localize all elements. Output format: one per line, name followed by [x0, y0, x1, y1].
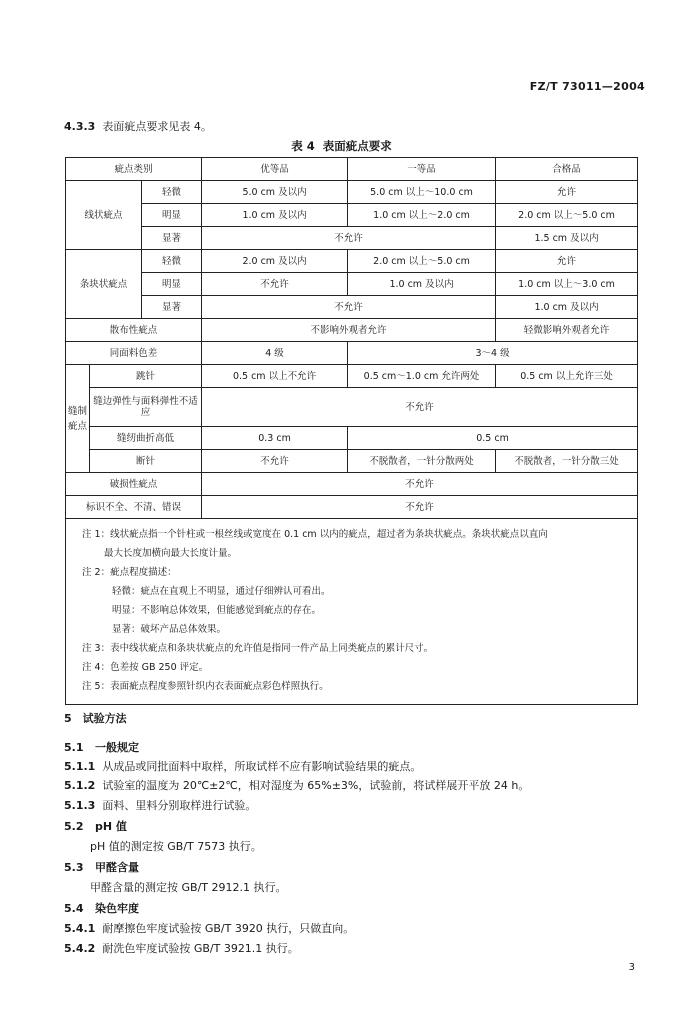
clause-5-2	[64, 818, 127, 834]
table-notes	[66, 519, 638, 705]
table-cell: 不允许	[202, 496, 638, 519]
table-cell: 允许	[496, 181, 638, 204]
clause-text: 表面疵点要求见表 4。	[102, 120, 212, 133]
block-defect-label: 条块状疵点	[66, 250, 142, 319]
table-cell: 1.0 cm 及以内	[348, 273, 496, 296]
clause-5-1	[64, 739, 139, 755]
note-2-obvious: 明显：不影响总体效果，但能感觉到疵点的存在。	[112, 605, 322, 616]
table-cell: 3～4 级	[348, 342, 638, 365]
table-row	[66, 250, 638, 273]
table-cell: 0.5 cm 以上允许三处	[496, 365, 638, 388]
clause-number: 5.3	[64, 861, 84, 874]
clause-5-3	[64, 859, 139, 875]
line-defect-label: 线状疵点	[66, 181, 142, 250]
table-cell: 不脱散者，一针分散三处	[496, 450, 638, 473]
page-number: 3	[628, 962, 635, 973]
table-row	[66, 450, 638, 473]
table-cell: 1.0 cm 及以内	[202, 204, 348, 227]
table-row	[66, 181, 638, 204]
clause-5-1-3	[64, 797, 256, 813]
table-cell: 0.5 cm～1.0 cm 允许两处	[348, 365, 496, 388]
clause-number: 5.1.3	[64, 799, 96, 812]
note-4: 注 4：色差按 GB 250 评定。	[82, 662, 209, 673]
table-cell: 不允许	[202, 388, 638, 427]
clause-number: 5.1.2	[64, 779, 96, 792]
note-1-cont: 最大长度加横向最大长度计量。	[104, 548, 238, 559]
table-cell: 1.0 cm 以上～2.0 cm	[348, 204, 496, 227]
damage-defect-label: 破损性疵点	[66, 473, 202, 496]
surface-defects-table	[65, 157, 638, 705]
clause-number: 5.4	[64, 902, 84, 915]
note-5: 注 5：表面疵点程度参照针织内衣表面疵点彩色样照执行。	[82, 681, 329, 692]
section-5-title: 5 试验方法	[64, 712, 127, 725]
table-cell: 2.0 cm 以上～5.0 cm	[496, 204, 638, 227]
table-header-row	[66, 158, 638, 181]
table-row	[66, 296, 638, 319]
table-cell: 不影响外观者允许	[202, 319, 496, 342]
header-first: 一等品	[348, 158, 496, 181]
table-cell: 1.5 cm 及以内	[496, 227, 638, 250]
note-2-severe: 显著：破坏产品总体效果。	[112, 624, 227, 635]
clause-number: 5.4.1	[64, 922, 96, 935]
clause-title: pH 值	[95, 820, 127, 833]
table-cell: 4 级	[202, 342, 348, 365]
table-cell: 0.5 cm	[348, 427, 638, 450]
clause-text: 从成品或同批面料中取样，所取试样不应有影响试验结果的疵点。	[102, 760, 422, 773]
clause-title: 一般规定	[95, 741, 139, 754]
clause-5-4	[64, 900, 139, 916]
color-diff-label: 同面料色差	[66, 342, 202, 365]
table-cell: 5.0 cm 及以内	[202, 181, 348, 204]
severity-cell: 轻微	[142, 250, 202, 273]
table-number: 表 4	[291, 139, 315, 153]
clause-title: 染色牢度	[95, 902, 139, 915]
table-notes-row	[66, 519, 638, 705]
table-caption	[0, 138, 683, 154]
clause-5-4-1	[64, 920, 354, 936]
severity-cell: 显著	[142, 227, 202, 250]
table-cell: 1.0 cm 及以内	[496, 296, 638, 319]
table-cell: 不脱散者，一针分散两处	[348, 450, 496, 473]
table-row	[66, 319, 638, 342]
table-row	[66, 204, 638, 227]
table-row	[66, 273, 638, 296]
table-cell: 0.3 cm	[202, 427, 348, 450]
severity-cell: 轻微	[142, 181, 202, 204]
note-3: 注 3：表中线状疵点和条块状疵点的允许值是指同一件产品上同类疵点的累计尺寸。	[82, 643, 434, 654]
standard-number: FZ/T 73011—2004	[529, 80, 645, 93]
table-title: 表面疵点要求	[322, 139, 392, 153]
clause-5-3-text: 甲醛含量的测定按 GB/T 2912.1 执行。	[90, 881, 287, 894]
table-cell: 1.0 cm 以上～3.0 cm	[496, 273, 638, 296]
table-row	[66, 496, 638, 519]
sewing-defect-label: 缝制疵点	[66, 365, 90, 473]
table-row	[66, 365, 638, 388]
table-cell: 0.5 cm 以上不允许	[202, 365, 348, 388]
clause-5-4-2	[64, 940, 299, 956]
table-row	[66, 473, 638, 496]
clause-text: 面料、里料分别取样进行试验。	[102, 799, 257, 812]
table-cell: 不允许	[202, 473, 638, 496]
clause-5-1-2	[64, 777, 529, 793]
header-qualified: 合格品	[496, 158, 638, 181]
table-cell: 5.0 cm 以上～10.0 cm	[348, 181, 496, 204]
table-row	[66, 227, 638, 250]
clause-number: 4.3.3	[64, 120, 96, 133]
severity-cell: 显著	[142, 296, 202, 319]
note-2-light: 轻微：疵点在直观上不明显，通过仔细辨认可看出。	[112, 586, 331, 597]
severity-cell: 明显	[142, 273, 202, 296]
elasticity-label: 缝边弹性与面料弹性不适应	[90, 388, 202, 427]
clause-title: 甲醛含量	[95, 861, 139, 874]
table-row	[66, 427, 638, 450]
fold-label: 缝纫曲折高低	[90, 427, 202, 450]
table-row	[66, 342, 638, 365]
broken-stitch-label: 断针	[90, 450, 202, 473]
table-cell: 2.0 cm 以上～5.0 cm	[348, 250, 496, 273]
clause-number: 5.2	[64, 820, 84, 833]
scattered-defect-label: 散布性疵点	[66, 319, 202, 342]
header-category: 疵点类别	[66, 158, 202, 181]
clause-5-1-1	[64, 758, 421, 774]
skip-stitch-label: 跳针	[90, 365, 202, 388]
table-cell: 不允许	[202, 227, 496, 250]
table-cell: 轻微影响外观者允许	[496, 319, 638, 342]
label-defect-label: 标识不全、不清、错误	[66, 496, 202, 519]
header-superior: 优等品	[202, 158, 348, 181]
clause-number: 5.1	[64, 741, 84, 754]
table-cell: 不允许	[202, 450, 348, 473]
severity-cell: 明显	[142, 204, 202, 227]
clause-text: 试验室的温度为 20℃±2℃，相对湿度为 65%±3%，试验前，将试样展开平放 24 h。	[102, 779, 530, 792]
table-cell: 不允许	[202, 273, 348, 296]
clause-number: 5.1.1	[64, 760, 96, 773]
clause-5-2-text: pH 值的测定按 GB/T 7573 执行。	[90, 840, 262, 853]
table-cell: 2.0 cm 及以内	[202, 250, 348, 273]
table-row	[66, 388, 638, 427]
clause-4-3-3	[64, 118, 212, 134]
clause-text: 耐摩擦色牢度试验按 GB/T 3920 执行，只做直向。	[102, 922, 355, 935]
clause-number: 5.4.2	[64, 942, 96, 955]
note-2: 注 2：疵点程度描述：	[82, 567, 177, 578]
table-cell: 不允许	[202, 296, 496, 319]
note-1: 注 1：线状疵点指一个针柱或一根丝线或宽度在 0.1 cm 以内的疵点，超过者为条块状疵点。条块状疵点以直向	[82, 529, 548, 540]
clause-text: 耐洗色牢度试验按 GB/T 3921.1 执行。	[102, 942, 299, 955]
table-cell: 允许	[496, 250, 638, 273]
